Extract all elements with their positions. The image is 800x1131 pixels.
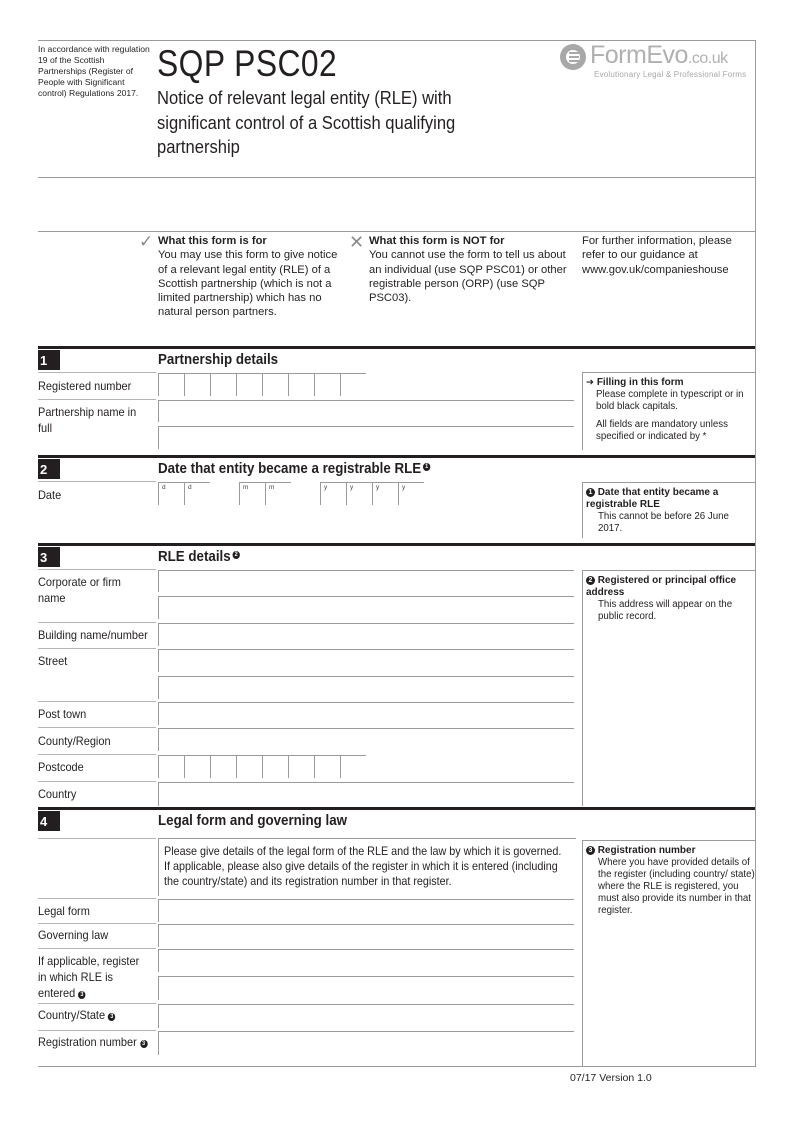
row-divider — [38, 838, 156, 839]
street-line-2[interactable] — [158, 676, 574, 699]
digit-cell[interactable] — [210, 373, 236, 396]
logo-brand: FormEvo.co.uk — [590, 41, 728, 69]
registration-number-label: Registration number 3 — [38, 1034, 147, 1050]
postcode-cell[interactable] — [288, 755, 314, 778]
street-label: Street — [38, 654, 68, 668]
postcode-cell[interactable] — [340, 755, 366, 778]
section-4-title: Legal form and governing law — [158, 813, 348, 829]
section-3-rule — [38, 543, 755, 546]
registered-number-label: Registered number — [38, 379, 132, 393]
date-label: Date — [38, 488, 62, 502]
section-4-number: 4 — [38, 811, 60, 831]
note-3-marker: 3 — [108, 1013, 115, 1021]
note-1-icon: 1 — [586, 488, 595, 497]
postcode-cell[interactable] — [210, 755, 236, 778]
register-line-1[interactable] — [158, 949, 574, 972]
note-3-marker: 3 — [140, 1040, 147, 1048]
day-cell[interactable]: d — [158, 482, 184, 505]
instruction-line: the country/state) and its registration number in that register. — [164, 875, 452, 888]
row-divider — [38, 754, 156, 755]
address-note: 2 Registered or principal office address This address will appear on the public record. — [582, 570, 755, 806]
building-input[interactable] — [158, 623, 574, 646]
form-is-for: What this form is for You may use this form to give notice of a relevant legal entity (RLE) of a Scottish partnership (which is not a limited partnership) which has no natural person partners. — [158, 235, 338, 319]
digit-cell[interactable] — [288, 373, 314, 396]
row-divider — [38, 481, 156, 482]
year-cell[interactable]: y — [372, 482, 398, 505]
governing-law-input[interactable] — [158, 924, 574, 947]
country-state-input[interactable] — [158, 1004, 574, 1028]
section-3-title: RLE details 2 — [158, 547, 240, 567]
county-label: County/Region — [38, 734, 111, 748]
street-line-1[interactable] — [158, 649, 574, 672]
row-divider — [38, 1003, 156, 1004]
instructions-box — [158, 838, 576, 896]
corporate-name-line-1[interactable] — [158, 570, 574, 592]
cross-icon: ✕ — [349, 232, 365, 252]
digit-cell[interactable] — [314, 373, 340, 396]
row-divider — [38, 781, 156, 782]
row-divider — [38, 622, 156, 623]
row-divider — [38, 948, 156, 949]
corporate-name-line-2[interactable] — [158, 596, 574, 619]
governing-law-label: Governing law — [38, 928, 109, 942]
row-divider — [38, 898, 156, 899]
partnership-name-line-1[interactable] — [158, 400, 574, 422]
postcode-cell[interactable] — [262, 755, 288, 778]
page-frame-right — [755, 40, 756, 1066]
country-label: Country — [38, 787, 77, 801]
country-input[interactable] — [158, 782, 574, 806]
legal-form-label: Legal form — [38, 904, 90, 918]
version-footer: 07/17 Version 1.0 — [570, 1072, 652, 1084]
digit-cell[interactable] — [184, 373, 210, 396]
page-frame-bottom — [38, 1066, 756, 1067]
county-input[interactable] — [158, 728, 574, 751]
register-line-2[interactable] — [158, 976, 574, 1000]
registration-number-input[interactable] — [158, 1031, 574, 1055]
postcode-input[interactable] — [158, 755, 368, 779]
form-is-not-for: What this form is NOT for You cannot use the form to tell us about an individual (use SQP PSC01) or other registrable person (ORP) (use SQP PSC03). — [369, 235, 567, 305]
regulation-note: In accordance with regulation 19 of the Scottish Partnerships (Register of People with Significant control) Regulations 2017. — [38, 44, 150, 98]
postcode-cell[interactable] — [158, 755, 184, 778]
digit-cell[interactable] — [236, 373, 262, 396]
digit-cell[interactable] — [158, 373, 184, 396]
note-2-marker: 2 — [232, 551, 239, 559]
note-2-icon: 2 — [586, 576, 595, 585]
partnership-name-line-2[interactable] — [158, 426, 574, 449]
post-town-label: Post town — [38, 707, 87, 721]
year-cell[interactable]: y — [320, 482, 346, 505]
check-icon: ✓ — [139, 232, 154, 251]
registered-number-input[interactable] — [158, 373, 368, 397]
row-divider — [38, 727, 156, 728]
registration-number-note: 3 Registration number Where you have provided details of the register (including country/ state) where the RLE is registered, you must also provide its number in that register. — [582, 840, 755, 1066]
note-3-icon: 3 — [586, 846, 595, 855]
partnership-name-label: Partnership name in full — [38, 405, 137, 435]
section-2-title: Date that entity became a registrable RLE 1 — [158, 459, 430, 479]
instruction-line: Please give details of the legal form of the RLE and the law by which it is governed. — [164, 845, 562, 858]
section-4-rule — [38, 807, 755, 810]
note-1-marker: 1 — [423, 463, 430, 471]
row-divider — [38, 399, 156, 400]
section-2-rule — [38, 455, 755, 458]
postcode-label: Postcode — [38, 760, 84, 774]
row-divider — [38, 372, 156, 373]
row-divider — [38, 569, 156, 570]
postcode-cell[interactable] — [236, 755, 262, 778]
row-divider — [38, 701, 156, 702]
date-input[interactable] — [158, 482, 428, 506]
further-info: For further information, please refer to our guidance at www.gov.uk/companieshouse — [582, 235, 732, 276]
legal-form-input[interactable] — [158, 899, 574, 922]
section-1-rule — [38, 346, 755, 349]
corporate-name-label: Corporate or firm name — [38, 575, 121, 605]
date-note: 1 Date that entity became a registrable RLE This cannot be before 26 June 2017. — [582, 482, 755, 538]
filling-in-note: ➔ Filling in this form Please complete in typescript or in bold black capitals. All fields are mandatory unless specified or indicated by * — [582, 372, 755, 450]
header-divider — [38, 177, 755, 178]
form-code: SQP PSC02 — [157, 43, 338, 84]
row-divider — [38, 1030, 156, 1031]
postcode-cell[interactable] — [314, 755, 340, 778]
section-2-number: 2 — [38, 459, 60, 479]
row-divider — [38, 648, 156, 649]
day-cell[interactable]: d — [184, 482, 210, 505]
logo-tagline: Evolutionary Legal & Professional Forms — [594, 70, 747, 79]
register-label: If applicable, register in which RLE is entered 3 — [38, 954, 140, 1000]
formevo-logo-icon — [560, 44, 586, 70]
building-label: Building name/number — [38, 628, 148, 642]
year-cell[interactable]: y — [398, 482, 424, 505]
form-title: Notice of relevant legal entity (RLE) with significant control of a Scottish qualifying partnership — [157, 88, 456, 157]
section-1-number: 1 — [38, 350, 60, 370]
formevo-logo — [560, 41, 755, 84]
section-1-title: Partnership details — [158, 352, 279, 368]
section-3-number: 3 — [38, 547, 60, 567]
row-divider — [38, 923, 156, 924]
digit-cell[interactable] — [340, 373, 366, 396]
country-state-label: Country/State 3 — [38, 1007, 116, 1023]
instruction-line: If applicable, please also give details of the register in which it is entered (including — [164, 860, 558, 873]
post-town-input[interactable] — [158, 702, 574, 725]
month-cell[interactable]: m — [239, 482, 265, 505]
year-cell[interactable]: y — [346, 482, 372, 505]
digit-cell[interactable] — [262, 373, 288, 396]
note-3-marker: 3 — [78, 991, 85, 999]
arrow-right-icon: ➔ — [586, 377, 595, 388]
month-cell[interactable]: m — [265, 482, 291, 505]
postcode-cell[interactable] — [184, 755, 210, 778]
